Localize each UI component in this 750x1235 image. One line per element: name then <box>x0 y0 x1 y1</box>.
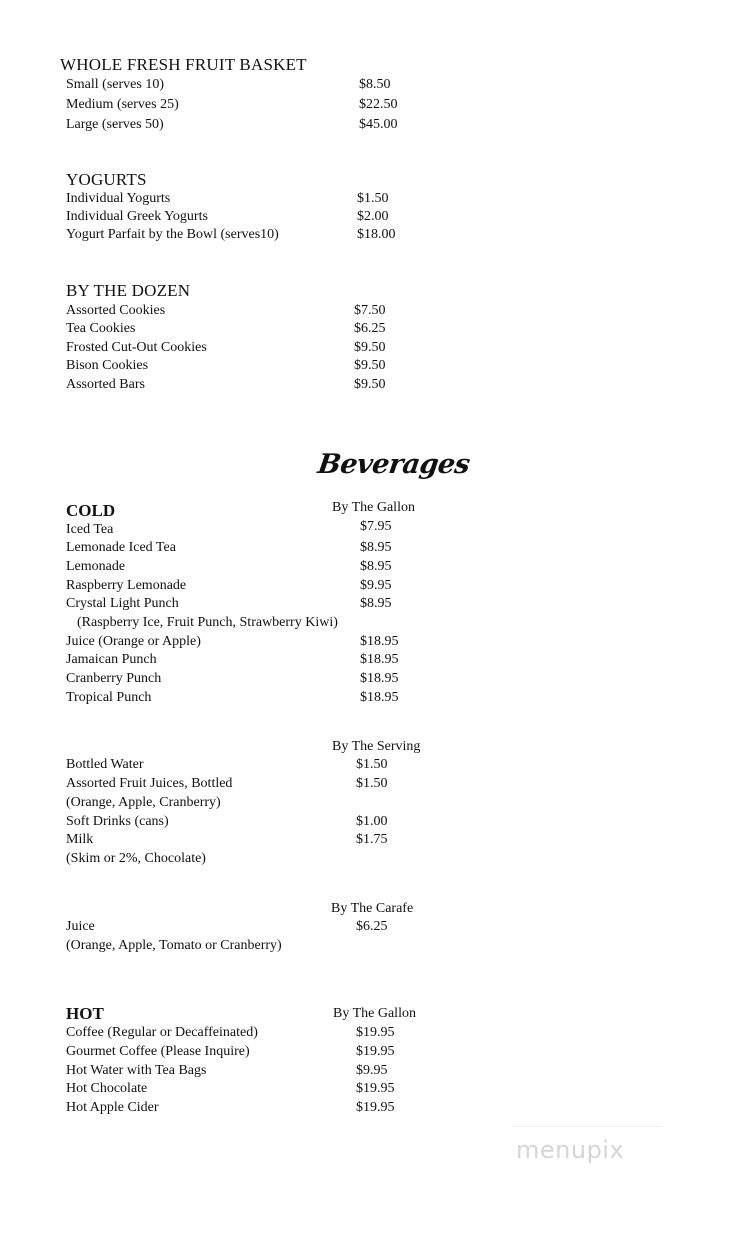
menu-item-name: Assorted Fruit Juices, Bottled <box>66 776 233 791</box>
menu-item-price: $7.95 <box>360 519 392 534</box>
menu-item-name: Yogurt Parfait by the Bowl (serves10) <box>66 227 279 242</box>
hot-heading: HOT <box>66 1004 104 1023</box>
menu-item-name: Milk <box>66 832 94 847</box>
menu-item-name: Juice (Orange or Apple) <box>66 634 201 649</box>
menu-item-price: $9.50 <box>354 358 386 373</box>
menu-item-price: $9.95 <box>356 1063 388 1078</box>
menu-item-name: Medium (serves 25) <box>66 97 179 112</box>
menu-item-name: Soft Drinks (cans) <box>66 814 169 829</box>
menu-item-price: $8.95 <box>360 540 392 555</box>
by-the-dozen-heading: BY THE DOZEN <box>66 281 191 300</box>
menu-item-price: $19.95 <box>356 1025 395 1040</box>
menu-item-name: Jamaican Punch <box>66 652 157 667</box>
menu-item-note: (Raspberry Ice, Fruit Punch, Strawberry Kiwi) <box>77 615 338 630</box>
unit-label: By The Gallon <box>333 1006 416 1021</box>
menu-item-price: $8.95 <box>360 559 392 574</box>
menu-item-name: Tropical Punch <box>66 690 152 705</box>
menu-item-price: $18.00 <box>357 227 396 242</box>
menu-item-price: $8.95 <box>360 596 392 611</box>
menu-item-name: Hot Water with Tea Bags <box>66 1063 207 1078</box>
menu-item-name: Assorted Bars <box>66 377 145 392</box>
menu-item-price: $9.50 <box>354 377 386 392</box>
menu-item-price: $45.00 <box>359 117 398 132</box>
menu-item-note: (Orange, Apple, Tomato or Cranberry) <box>66 938 282 953</box>
menu-item-name: Juice <box>66 919 95 934</box>
unit-label: By The Gallon <box>332 500 415 515</box>
menu-item-price: $1.75 <box>356 832 388 847</box>
menu-item-name: Small (serves 10) <box>66 77 164 92</box>
beverages-title: Beverages <box>315 449 472 480</box>
menu-item-name: Lemonade Iced Tea <box>66 540 176 555</box>
menu-item-note: (Orange, Apple, Cranberry) <box>66 795 221 810</box>
menu-item-price: $7.50 <box>354 303 386 318</box>
watermark-logo: menupix <box>516 1136 625 1164</box>
menu-item-name: Frosted Cut-Out Cookies <box>66 340 207 355</box>
menu-item-name: Crystal Light Punch <box>66 596 179 611</box>
menu-item-price: $1.50 <box>357 191 389 206</box>
menu-item-name: Hot Chocolate <box>66 1081 148 1096</box>
menu-item-price: $18.95 <box>360 634 399 649</box>
yogurts-heading: YOGURTS <box>66 170 147 189</box>
menu-item-name: Iced Tea <box>66 522 114 537</box>
menu-item-name: Individual Yogurts <box>66 191 171 206</box>
menu-item-price: $8.50 <box>359 77 391 92</box>
cold-heading: COLD <box>66 501 116 520</box>
menu-item-name: Bison Cookies <box>66 358 149 373</box>
menu-item-price: $19.95 <box>356 1044 395 1059</box>
menu-item-price: $18.95 <box>360 671 399 686</box>
menu-item-name: Coffee (Regular or Decaffeinated) <box>66 1025 258 1040</box>
menu-item-price: $6.25 <box>354 321 386 336</box>
menu-item-price: $9.50 <box>354 340 386 355</box>
menu-item-price: $6.25 <box>356 919 388 934</box>
menu-item-price: $19.95 <box>356 1081 395 1096</box>
fruit-basket-heading: WHOLE FRESH FRUIT BASKET <box>60 55 307 74</box>
menu-item-name: Hot Apple Cider <box>66 1100 159 1115</box>
menu-item-price: $22.50 <box>359 97 398 112</box>
menu-item-price: $1.50 <box>356 776 388 791</box>
menu-item-name: Bottled Water <box>66 757 144 772</box>
menu-item-name: Tea Cookies <box>66 321 136 336</box>
menu-item-price: $1.00 <box>356 814 388 829</box>
menu-item-name: Lemonade <box>66 559 126 574</box>
menu-item-price: $1.50 <box>356 757 388 772</box>
menu-item-price: $9.95 <box>360 578 392 593</box>
menu-item-name: Assorted Cookies <box>66 303 166 318</box>
watermark-divider <box>512 1126 662 1127</box>
menu-item-price: $18.95 <box>360 690 399 705</box>
unit-label: By The Carafe <box>331 901 414 916</box>
menu-item-price: $2.00 <box>357 209 389 224</box>
menu-item-name: Raspberry Lemonade <box>66 578 187 593</box>
menu-item-price: $18.95 <box>360 652 399 667</box>
menu-item-price: $19.95 <box>356 1100 395 1115</box>
menu-item-note: (Skim or 2%, Chocolate) <box>66 851 206 866</box>
menu-item-name: Individual Greek Yogurts <box>66 209 208 224</box>
menu-item-name: Gourmet Coffee (Please Inquire) <box>66 1044 250 1059</box>
menu-item-name: Large (serves 50) <box>66 117 164 132</box>
unit-label: By The Serving <box>332 739 421 754</box>
menu-item-name: Cranberry Punch <box>66 671 162 686</box>
